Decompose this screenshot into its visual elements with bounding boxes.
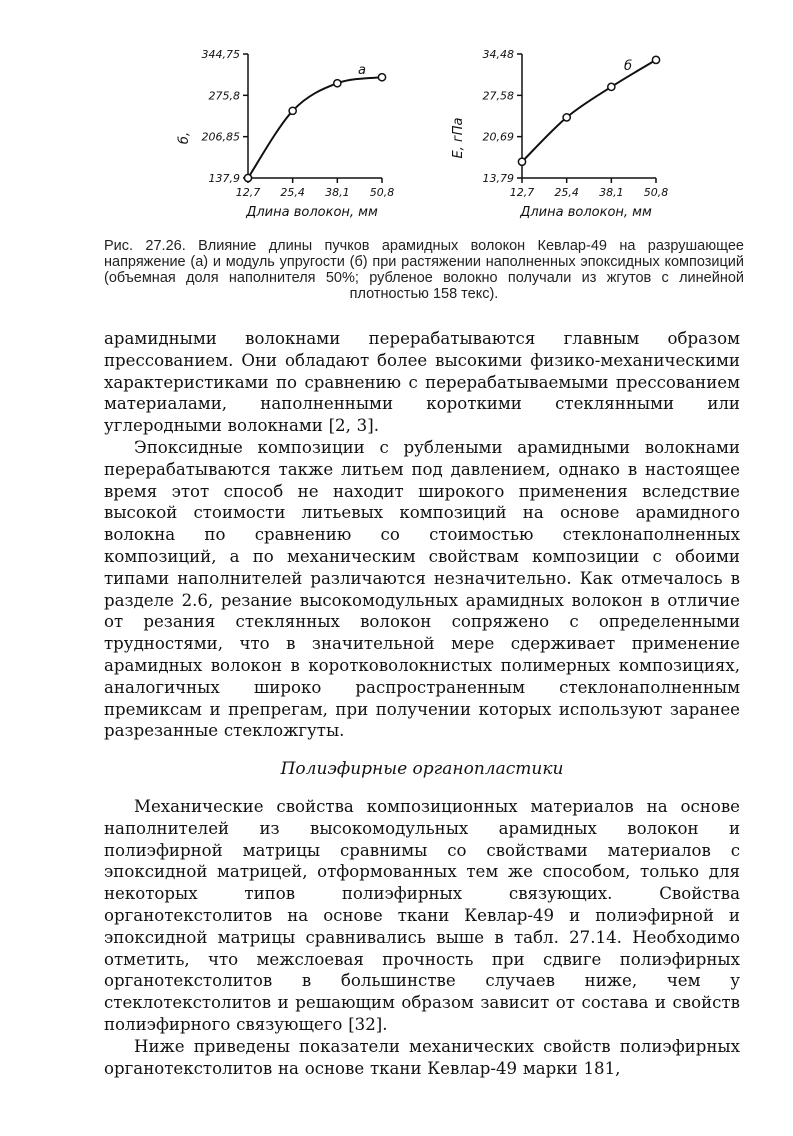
x-tick-label: 12,7 [235, 186, 261, 199]
paragraph: арамидными волокнами перерабатываются главным образом прессованием. Они обладают более высокими физико-механическими характеристиками по сравнению с перерабатываемыми прессованием материалами, наполненными короткими стеклянными или углеродными волокнами [2, 3]. [104, 329, 740, 436]
y-tick-label: 137,9 [208, 172, 240, 185]
y-tick-label: 34,48 [482, 48, 514, 61]
x-tick-label: 38,1 [599, 186, 624, 199]
y-tick-label: 27,58 [482, 89, 514, 103]
y-axis-title: б, [177, 131, 192, 145]
y-tick-label: 206,85 [201, 130, 240, 144]
y-axis-title: E, гПа [451, 117, 466, 159]
y-tick-label: 13,79 [482, 172, 514, 185]
panel-letter: б [623, 59, 633, 74]
paragraph: Эпоксидные композиции с рублеными арамидными волокнами перерабатываются также литьем под давлением, однако в настоящее время этот способ не находит широкого применения вследствие высокой стоимости литьевых композиций на основе арамидного волокна по сравнению со стоимостью стеклонаполненных композиций, а по механическим свойствам композиции с обоими типами наполнителей различаются незначительно. Как отмечалось в разделе 2.6, резание высокомодульных арамидных волокон в отличие от резания стеклянных волокон сопряжено с определенными трудностями, что в значительной мере сдерживает применение арамидных волокон в коротковолокнистых полимерных композициях, аналогичных широко распространенным стеклонаполненным премиксам и препрегам, при получении которых используют заранее разрезанные стекложгуты. [104, 438, 740, 741]
data-point [378, 74, 385, 81]
series-line [248, 77, 382, 178]
data-point [289, 107, 296, 114]
figure-caption: Рис. 27.26. Влияние длины пучков арамидных волокон Кевлар-49 на разрушающее напряжение (а) и модуль упругости (б) при растяжении наполненных эпоксидных композиций (объемная доля наполнителя 50%; рубленое волокно получали из жгутов с линейной плотностью 158 текс). [104, 238, 744, 302]
x-tick-label: 25,4 [554, 186, 579, 199]
x-tick-label: 50,8 [643, 186, 669, 199]
x-tick-label: 50,8 [369, 186, 395, 199]
y-tick-label: 275,8 [208, 89, 240, 103]
y-tick-label: 20,69 [482, 130, 514, 144]
section-heading: Полиэфирные органопластики [280, 759, 564, 779]
paragraph: Механические свойства композиционных материалов на основе наполнителей из высокомодульных арамидных волокон и полиэфирной матрицы сравнимы со свойствами материалов с эпоксидной матрицей, отформованных тем же способом, только для некоторых типов полиэфирных связующих. Свойства органотекстолитов на основе ткани Кевлар-49 и полиэфирной и эпоксидной матрицы сравнивались выше в табл. 27.14. Необходимо отметить, что межслоевая прочность при сдвиге полиэфирных органотекстолитов в большинстве случаев ниже, чем у стеклотекстолитов и решающим образом зависит от состава и свойств полиэфирного связующего [32]. [104, 797, 740, 1034]
x-axis-title: Длина волокон, мм [246, 205, 378, 220]
data-point [608, 83, 615, 90]
x-tick-label: 38,1 [325, 186, 350, 199]
y-tick-label: 344,75 [201, 48, 240, 61]
chart-tensile-strength [170, 40, 420, 230]
data-point [334, 80, 341, 87]
data-point [652, 56, 659, 63]
series-line [522, 60, 656, 162]
x-tick-label: 25,4 [280, 186, 305, 199]
data-point [563, 114, 570, 121]
chart-elastic-modulus [444, 40, 694, 230]
data-point [244, 174, 251, 181]
x-axis-title: Длина волокон, мм [520, 205, 652, 220]
data-point [518, 158, 525, 165]
paragraph: Ниже приведены показатели механических свойств полиэфирных органотекстолитов на основе ткани Кевлар-49 марки 181, [104, 1037, 740, 1078]
panel-letter: a [358, 63, 366, 78]
x-tick-label: 12,7 [509, 186, 535, 199]
